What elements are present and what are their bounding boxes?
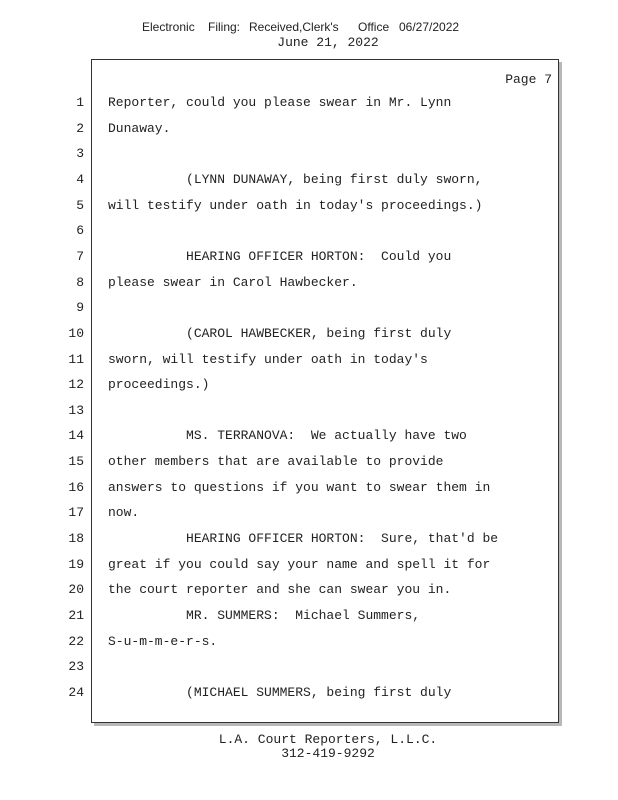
line-number: 19 [68, 557, 84, 572]
line-number: 2 [76, 121, 84, 136]
line-text: (MICHAEL SUMMERS, being first duly [108, 685, 452, 700]
line-text: sworn, will testify under oath in today's [108, 352, 428, 367]
line-text: MS. TERRANOVA: We actually have two [108, 428, 467, 443]
line-text: great if you could say your name and spell it for [108, 557, 491, 572]
line-number: 16 [68, 480, 84, 495]
line-number: 21 [68, 608, 84, 623]
line-number: 18 [68, 531, 84, 546]
line-number: 11 [68, 352, 84, 367]
page-number: Page 7 [505, 72, 552, 87]
line-text: proceedings.) [108, 377, 210, 392]
line-number: 3 [76, 146, 84, 161]
line-number: 14 [68, 428, 84, 443]
line-text: answers to questions if you want to swear them in [108, 480, 491, 495]
line-number: 24 [68, 685, 84, 700]
line-number: 20 [68, 582, 84, 597]
line-number: 6 [76, 223, 84, 238]
stamp-date: 06/27/2022 [399, 20, 460, 34]
line-text: other members that are available to provide [108, 454, 444, 469]
line-number: 4 [76, 172, 84, 187]
line-text: Reporter, could you please swear in Mr. Lynn [108, 95, 452, 110]
line-text: S-u-m-m-e-r-s. [108, 634, 218, 649]
footer-phone: 312-419-9292 [281, 746, 375, 761]
line-number: 22 [68, 634, 84, 649]
line-text: (LYNN DUNAWAY, being first duly sworn, [108, 172, 483, 187]
line-text: Dunaway. [108, 121, 171, 136]
line-number: 10 [68, 326, 84, 341]
line-text: will testify under oath in today's proceedings.) [108, 198, 483, 213]
line-number: 8 [76, 275, 84, 290]
line-text: (CAROL HAWBECKER, being first duly [108, 326, 452, 341]
line-number: 23 [68, 659, 84, 674]
line-number: 15 [68, 454, 84, 469]
line-number: 1 [76, 95, 84, 110]
line-number: 7 [76, 249, 84, 264]
line-text: HEARING OFFICER HORTON: Sure, that'd be [108, 531, 499, 546]
line-text: please swear in Carol Hawbecker. [108, 275, 358, 290]
line-number: 9 [76, 300, 84, 315]
line-number: 5 [76, 198, 84, 213]
transcript-date: June 21, 2022 [277, 35, 379, 50]
line-number: 17 [68, 505, 84, 520]
line-number: 13 [68, 403, 84, 418]
stamp-received: Received,Clerk's [249, 20, 339, 34]
stamp-electronic: Electronic [142, 20, 195, 34]
footer-company: L.A. Court Reporters, L.L.C. [218, 732, 438, 747]
line-number: 12 [68, 377, 84, 392]
stamp-filing: Filing: [208, 20, 241, 34]
line-text: HEARING OFFICER HORTON: Could you [108, 249, 452, 264]
line-text: now. [108, 505, 140, 520]
line-text: the court reporter and she can swear you in. [108, 582, 452, 597]
stamp-office: Office [358, 20, 390, 34]
line-text: MR. SUMMERS: Michael Summers, [108, 608, 421, 623]
